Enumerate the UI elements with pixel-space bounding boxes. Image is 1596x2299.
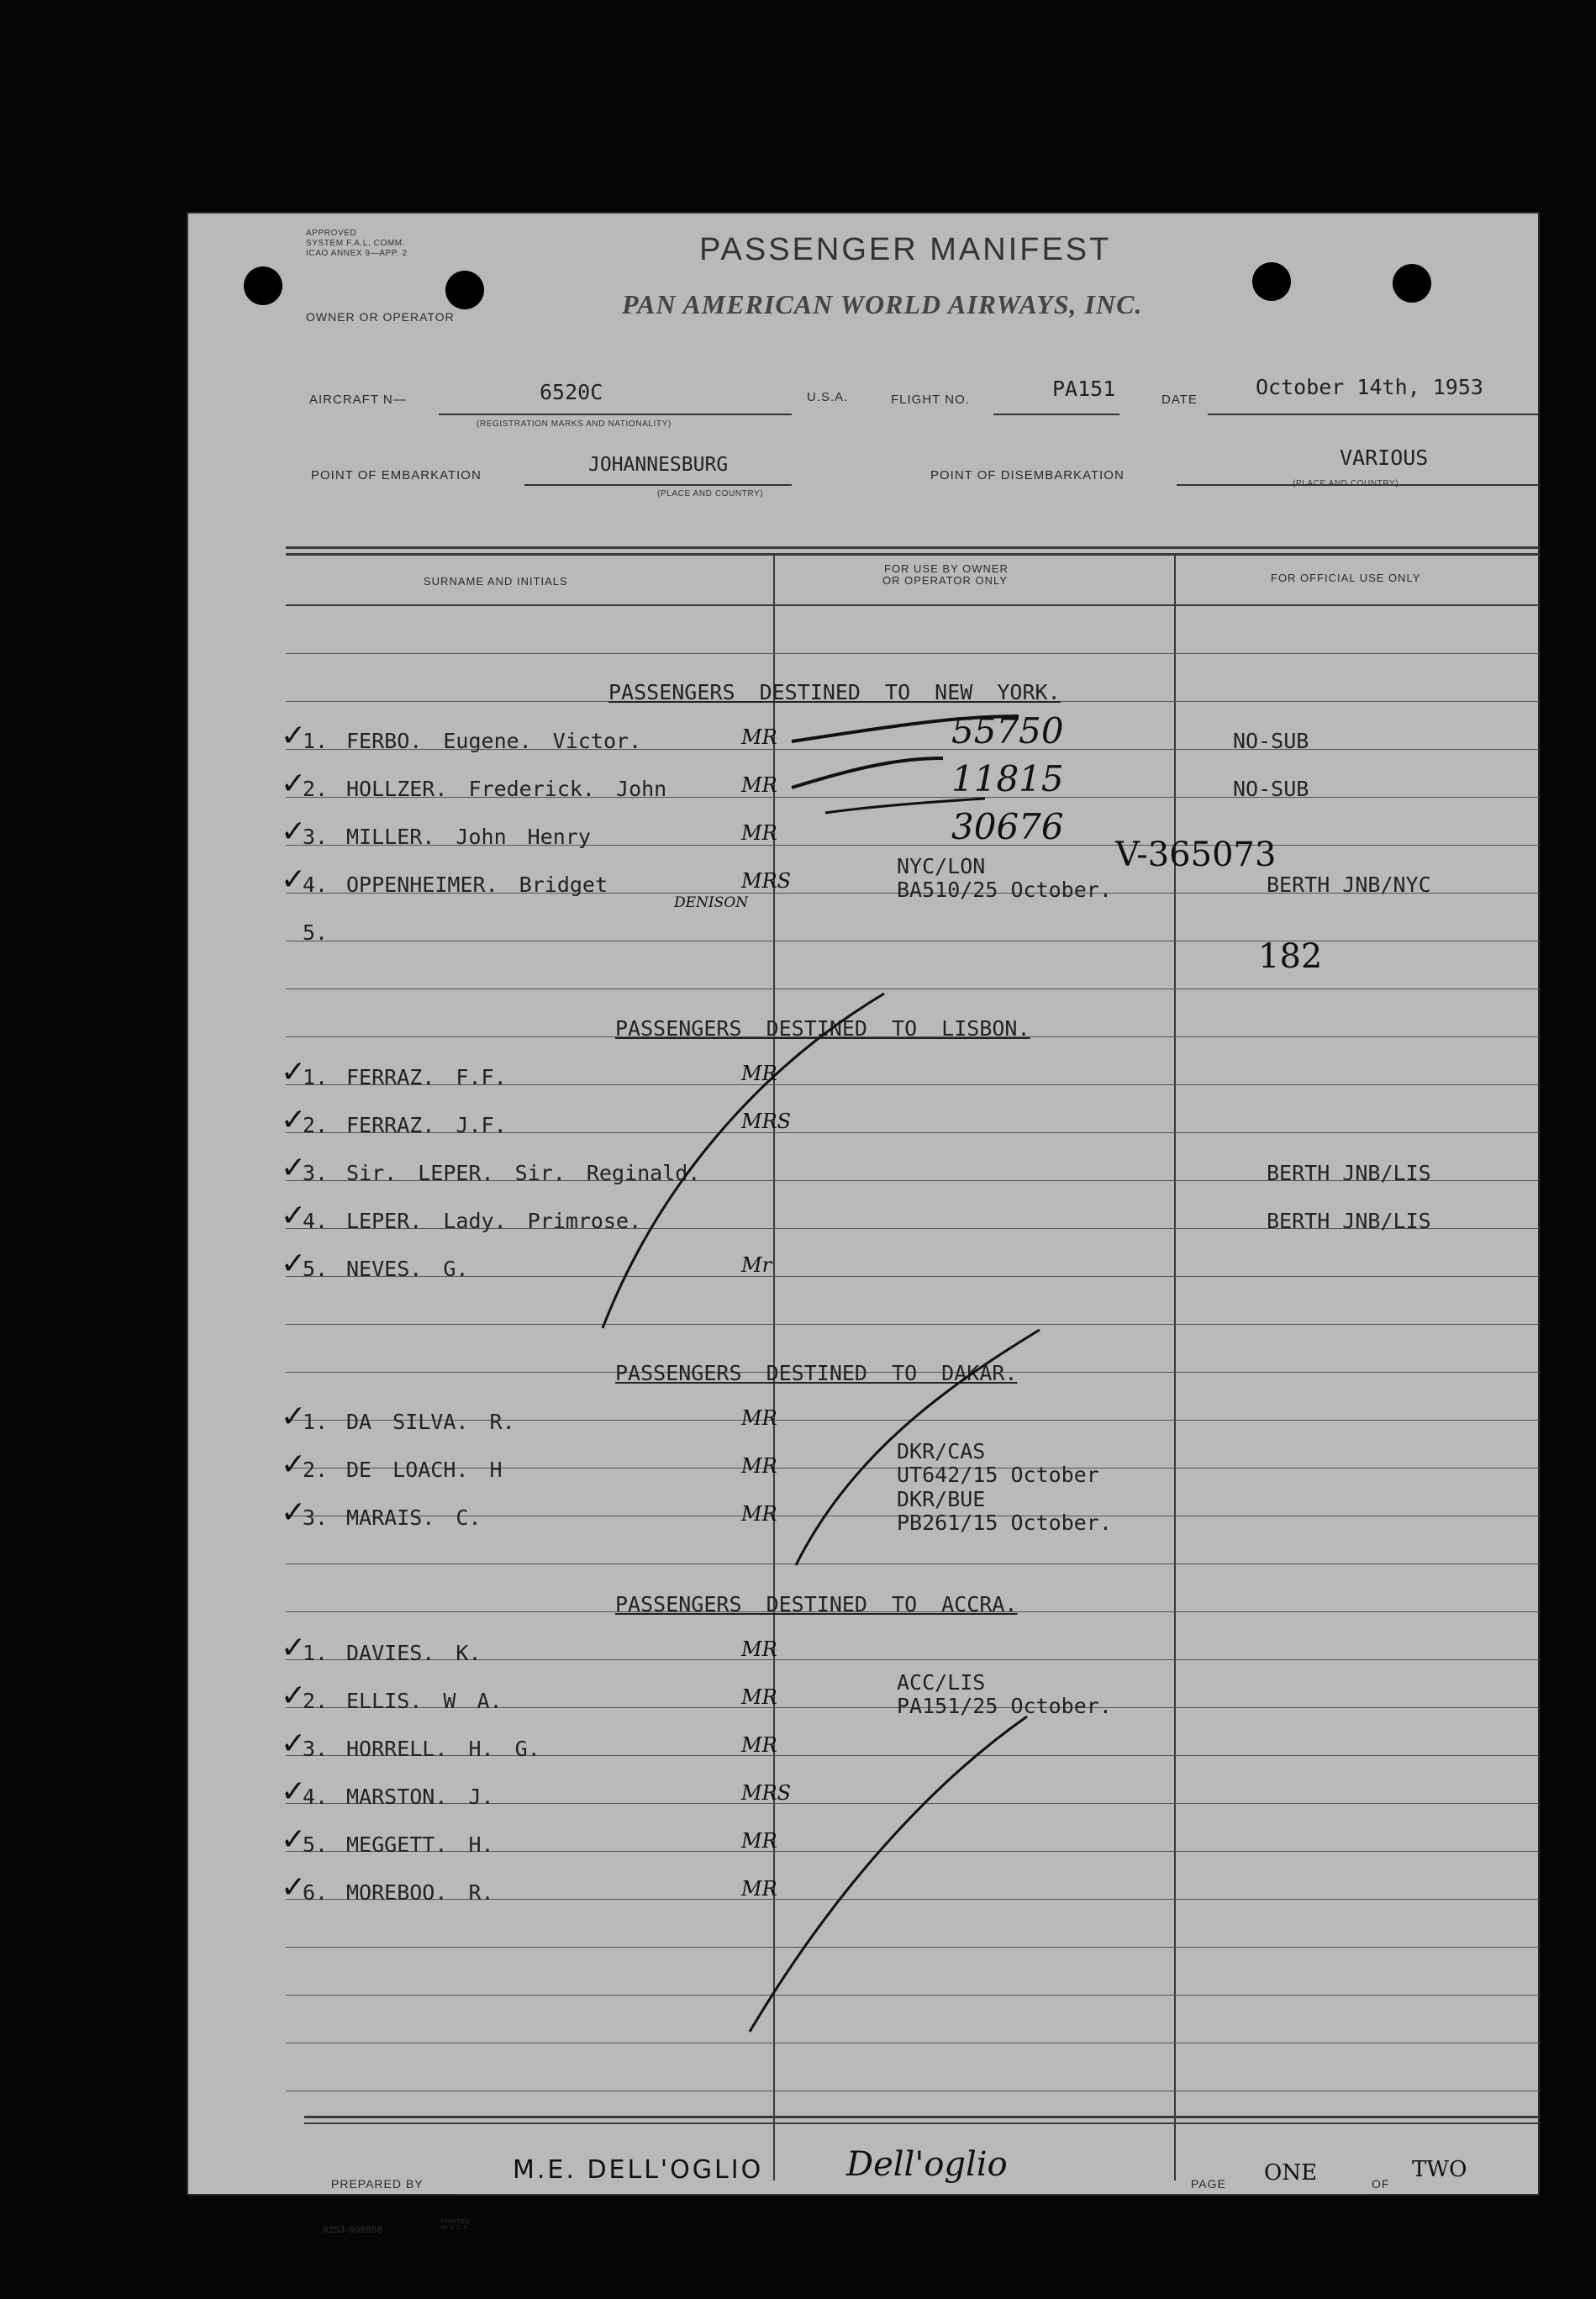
pen-stroke: [825, 799, 985, 813]
check-mark: ✓: [281, 1870, 307, 1905]
check-mark: ✓: [281, 1727, 307, 1761]
passenger-title: MR: [741, 1685, 777, 1709]
passenger-title: MR: [741, 821, 777, 845]
row-number: 5.: [303, 1832, 329, 1857]
row-number: 3.: [303, 1737, 329, 1761]
check-mark: ✓: [281, 1151, 307, 1185]
check-mark: ✓: [281, 1055, 307, 1089]
row-number: 2.: [303, 1458, 329, 1482]
form-number: 9253-608958: [323, 2225, 383, 2235]
passenger-title: MR: [741, 1829, 777, 1853]
form-title: PASSENGER MANIFEST: [699, 232, 1112, 267]
passenger-name: HOLLZER. Frederick. John: [346, 777, 667, 801]
row-number: 3.: [303, 1161, 329, 1185]
column-header-owner: OR OPERATOR ONLY: [882, 574, 1008, 587]
passenger-title: MR: [741, 1733, 777, 1757]
passenger-name: DE LOACH. H: [346, 1458, 503, 1482]
owner-note: ACC/LIS: [897, 1670, 986, 1695]
check-mark: ✓: [281, 815, 307, 849]
passenger-title: MR: [741, 1637, 777, 1661]
row-number: 6.: [303, 1880, 329, 1905]
owner-note: DKR/BUE: [897, 1487, 986, 1511]
official-note: BERTH JNB/NYC: [1267, 873, 1431, 897]
row-number: 5.: [303, 920, 329, 945]
row-number: 1.: [303, 1065, 329, 1089]
aircraft-label: AIRCRAFT N—: [309, 393, 407, 407]
owner-note: 11815: [951, 758, 1064, 799]
owner-note-detail: UT642/15 October: [897, 1463, 1099, 1487]
owner-note: 30676: [951, 806, 1064, 847]
owner-note-detail: BA510/25 October.: [897, 878, 1112, 902]
row-number: 3.: [303, 825, 329, 849]
official-note: BERTH JNB/LIS: [1267, 1209, 1431, 1233]
disembarkation-label: POINT OF DISEMBARKATION: [930, 468, 1125, 482]
section-heading: PASSENGERS DESTINED TO DAKAR.: [615, 1361, 1018, 1385]
prepared-label: PREPARED BY: [331, 2177, 424, 2191]
owner-note-detail: PA151/25 October.: [897, 1694, 1112, 1718]
row-number: 1.: [303, 1410, 329, 1434]
passenger-name: MARSTON. J.: [346, 1785, 494, 1809]
passenger-name: LEPER. Lady. Primrose.: [346, 1209, 642, 1233]
embarkation-sublabel: (PLACE AND COUNTRY): [657, 489, 764, 498]
check-mark: ✓: [281, 1103, 307, 1137]
section-heading: PASSENGERS DESTINED TO NEW YORK.: [608, 680, 1061, 704]
footer-rule: [304, 2122, 1540, 2124]
row-number: 1.: [303, 729, 329, 753]
of-value: TWO: [1412, 2157, 1467, 2182]
passenger-name: FERRAZ. J.F.: [346, 1113, 507, 1137]
passenger-title: MR: [741, 725, 777, 749]
passenger-name: MARAIS. C.: [346, 1505, 482, 1530]
check-mark: ✓: [281, 1400, 307, 1434]
approval-line: ICAO ANNEX 9—APP. 2: [306, 249, 408, 258]
passenger-name: MEGGETT. H.: [346, 1832, 494, 1857]
column-header-owner: FOR USE BY OWNER: [884, 562, 1009, 575]
passenger-name: FERBO. Eugene. Victor.: [346, 729, 642, 753]
owner-operator-label: OWNER OR OPERATOR: [306, 310, 455, 324]
passenger-name: HORRELL. H. G.: [346, 1737, 540, 1761]
owner-note-detail: PB261/15 October.: [897, 1511, 1112, 1535]
check-mark: ✓: [281, 1822, 307, 1857]
margin-annotation: 182: [1258, 937, 1323, 976]
row-number: 4.: [303, 873, 329, 897]
strike-accra: [750, 1716, 1027, 2032]
official-note: NO-SUB: [1233, 777, 1309, 801]
passenger-name: OPPENHEIMER. Bridget: [346, 873, 608, 897]
row-number: 3.: [303, 1505, 329, 1530]
aircraft-sublabel: (REGISTRATION MARKS AND NATIONALITY): [477, 419, 672, 429]
check-mark: ✓: [281, 1679, 307, 1713]
printed-in: PRINTED IN U.S.A.: [440, 2219, 471, 2231]
strike-lisbon: [603, 994, 884, 1328]
check-mark: ✓: [281, 862, 307, 897]
passenger-name: MILLER. John Henry: [346, 825, 591, 849]
row-number: 5.: [303, 1257, 329, 1281]
passenger-title: MR: [741, 1502, 777, 1526]
passenger-title: MR: [741, 773, 777, 797]
embarkation-label: POINT OF EMBARKATION: [311, 468, 482, 482]
row-number: 2.: [303, 1113, 329, 1137]
page-value: ONE: [1264, 2160, 1318, 2186]
official-note: NO-SUB: [1233, 729, 1309, 753]
prepared-value: M.E. DELL'OGLIO: [513, 2155, 764, 2185]
disembarkation-value: VARIOUS: [1340, 446, 1429, 470]
passenger-name: MOREBOO. R.: [346, 1880, 494, 1905]
flight-label: FLIGHT NO.: [891, 393, 970, 407]
margin-annotation: V-365073: [1115, 836, 1277, 874]
passenger-title: MRS: [741, 869, 792, 893]
column-header-official: FOR OFFICIAL USE ONLY: [1271, 572, 1421, 584]
section-heading: PASSENGERS DESTINED TO LISBON.: [615, 1016, 1030, 1041]
check-mark: ✓: [281, 1247, 307, 1281]
page-label: PAGE: [1191, 2177, 1226, 2191]
pen-stroke: [792, 758, 943, 788]
passenger-name: DA SILVA. R.: [346, 1410, 515, 1434]
of-label: OF: [1372, 2177, 1390, 2191]
aircraft-value: 6520C: [540, 380, 603, 404]
handwritten-marks: [187, 212, 1540, 2196]
passenger-name: FERRAZ. F.F.: [346, 1065, 507, 1089]
date-label: DATE: [1161, 393, 1198, 407]
row-number: 2.: [303, 1689, 329, 1713]
owner-note: DKR/CAS: [897, 1439, 986, 1463]
passenger-title: MRS: [741, 1110, 792, 1133]
owner-note: 55750: [951, 710, 1064, 751]
section-heading: PASSENGERS DESTINED TO ACCRA.: [615, 1592, 1018, 1616]
check-mark: ✓: [281, 1447, 307, 1482]
check-mark: ✓: [281, 1495, 307, 1530]
passenger-title: MR: [741, 1062, 777, 1085]
passenger-title: Mr: [741, 1253, 772, 1277]
row-number: 2.: [303, 777, 329, 801]
passenger-title: MR: [741, 1454, 777, 1478]
passenger-name: Sir. LEPER. Sir. Reginald.: [346, 1161, 701, 1185]
passenger-title: MR: [741, 1406, 777, 1430]
strike-dakar: [796, 1330, 1040, 1565]
flight-value: PA151: [1052, 377, 1116, 401]
date-value: October 14th, 1953: [1256, 375, 1483, 399]
passenger-title: MR: [741, 1877, 777, 1901]
check-mark: ✓: [281, 1774, 307, 1809]
passenger-name: NEVES. G.: [346, 1257, 469, 1281]
row-number: 4.: [303, 1209, 329, 1233]
disembarkation-sublabel: (PLACE AND COUNTRY): [1293, 479, 1399, 488]
passenger-title: MRS: [741, 1781, 792, 1805]
embarkation-value: JOHANNESBURG: [588, 454, 729, 476]
check-mark: ✓: [281, 767, 307, 801]
check-mark: ✓: [281, 1631, 307, 1665]
passenger-name: DAVIES. K.: [346, 1641, 482, 1665]
pen-stroke: [792, 716, 1019, 741]
airline-name: PAN AMERICAN WORLD AIRWAYS, INC.: [622, 289, 1143, 319]
footer-rule: [304, 2116, 1540, 2118]
passenger-name: ELLIS. W A.: [346, 1689, 503, 1713]
check-mark: ✓: [281, 1199, 307, 1233]
row-number: 4.: [303, 1785, 329, 1809]
check-mark: ✓: [281, 719, 307, 753]
row-number: 1.: [303, 1641, 329, 1665]
approval-line: APPROVED: [306, 229, 357, 238]
official-note: BERTH JNB/LIS: [1267, 1161, 1431, 1185]
manifest-sheet: [187, 212, 1540, 2235]
preparer-signature: Dell'oglio: [846, 2145, 1008, 2184]
approval-line: SYSTEM F.A.L. COMM.: [306, 239, 406, 248]
name-note: DENISON: [674, 894, 749, 911]
column-header-surname: SURNAME AND INITIALS: [424, 575, 568, 588]
nationality: U.S.A.: [807, 390, 849, 404]
owner-note: NYC/LON: [897, 854, 986, 878]
